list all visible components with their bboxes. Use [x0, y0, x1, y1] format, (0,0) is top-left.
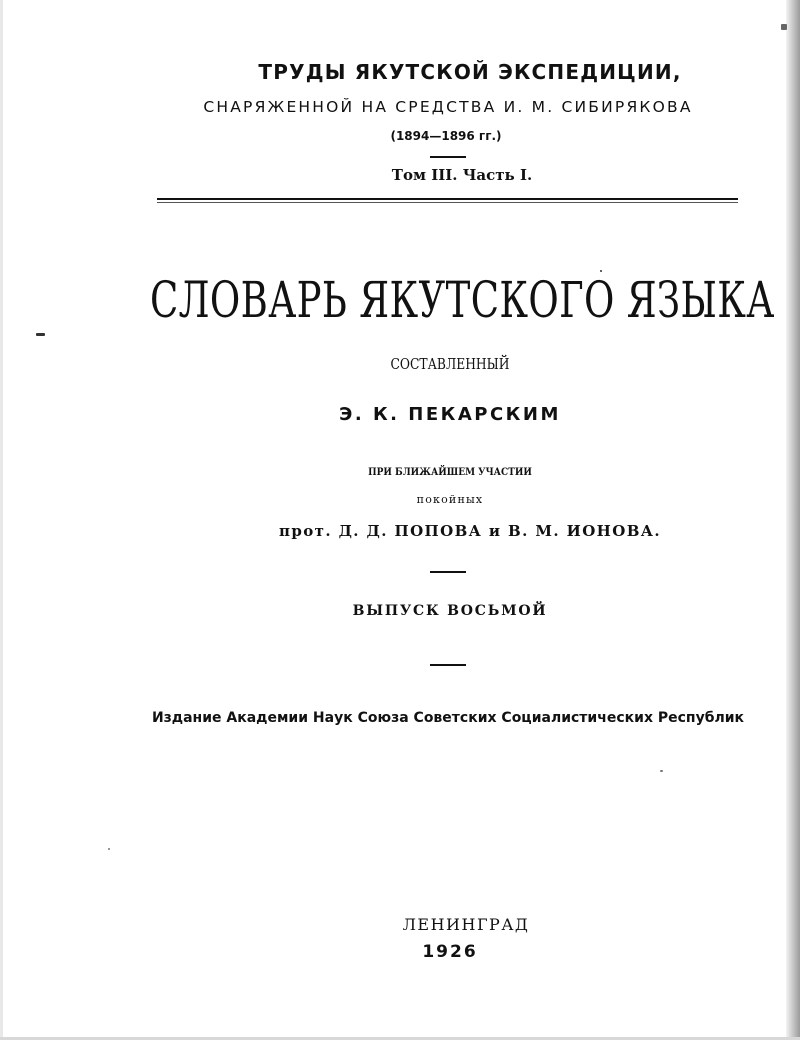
publisher-line: Издание Академии Наук Союза Советских Социалистических Республик	[151, 710, 745, 726]
divider	[430, 156, 466, 158]
header-double-rule	[157, 198, 738, 204]
scan-speck	[660, 770, 663, 772]
late-label: покойных	[416, 493, 484, 506]
compiled-label: СОСТАВЛЕННЫЙ	[390, 355, 510, 373]
issue-label: ВЫПУСК ВОСЬМОЙ	[352, 603, 548, 619]
publication-city: ЛЕНИНГРАД	[402, 915, 530, 934]
scan-speck	[36, 333, 45, 336]
participation-label: ПРИ БЛИЖАЙШЕМ УЧАСТИИ	[368, 467, 532, 478]
scan-speck	[781, 24, 787, 30]
author-name: Э. К. ПЕКАРСКИМ	[339, 404, 561, 425]
scan-left-edge	[0, 0, 3, 1040]
publication-year: 1926	[422, 942, 478, 962]
scan-speck	[108, 848, 110, 850]
series-title: ТРУДЫ ЯКУТСКОЙ ЭКСПЕДИЦИИ,	[258, 60, 682, 84]
divider	[430, 664, 466, 666]
volume-label: Том III. Часть I.	[391, 166, 533, 184]
coauthors: прот. Д. Д. ПОПОВА и В. М. ИОНОВА.	[278, 522, 662, 540]
series-subtitle: СНАРЯЖЕННОЙ НА СРЕДСТВА И. М. СИБИРЯКОВА	[203, 98, 693, 116]
divider	[430, 571, 466, 573]
expedition-years: (1894—1896 гг.)	[390, 129, 502, 143]
scan-right-edge	[786, 0, 800, 1040]
book-title: СЛОВАРЬ ЯКУТСКОГО ЯЗЫКА	[150, 271, 775, 329]
